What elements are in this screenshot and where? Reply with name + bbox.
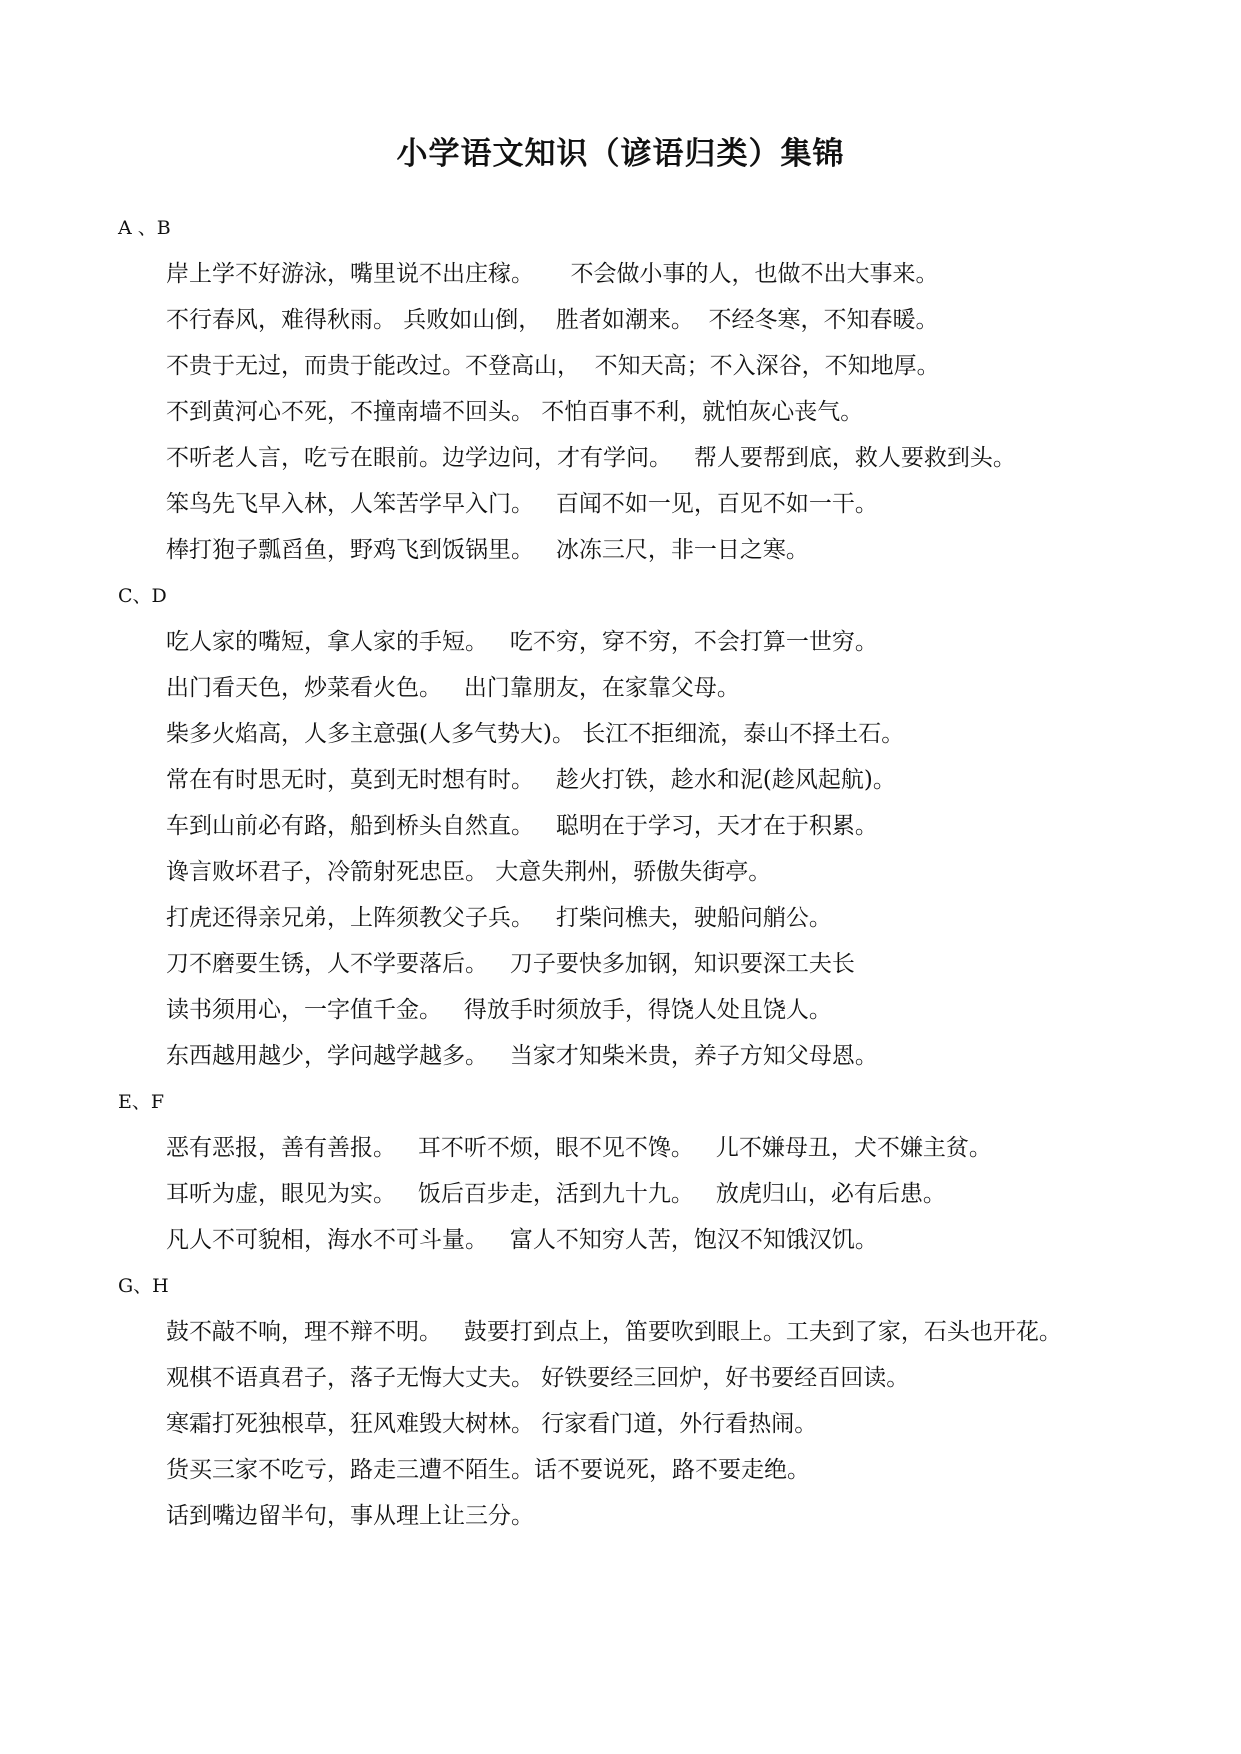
proverb-line: 不听老人言，吃亏在眼前。边学边问，才有学问。 帮人要帮到底，救人要救到头。 [166,445,1016,471]
proverb-line: 棒打狍子瓢舀鱼，野鸡飞到饭锅里。 冰冻三尺，非一日之寒。 [166,537,809,563]
proverb-line: 岸上学不好游泳，嘴里说不出庄稼。 不会做小事的人，也做不出大事来。 [166,261,939,287]
proverb-line: 常在有时思无时，莫到无时想有时。 趁火打铁，趁水和泥(趁风起航)。 [166,767,896,793]
section-ab [118,205,1128,573]
proverb-line: 观棋不语真君子，落子无悔大丈夫。 好铁要经三回炉，好书要经百回读。 [166,1365,910,1391]
proverb-line: 车到山前必有路，船到桥头自然直。 聪明在于学习，天才在于积累。 [166,813,878,839]
section-label: E、F [118,1091,165,1113]
proverb-line: 凡人不可貌相，海水不可斗量。 富人不知穷人苦，饱汉不知饿汉饥。 [166,1227,878,1253]
proverb-line: 鼓不敲不响，理不辩不明。 鼓要打到点上，笛要吹到眼上。工夫到了家，石头也开花。 [166,1319,1062,1345]
section-cd [118,573,1128,1079]
section-gh [118,1263,1128,1539]
proverb-line: 打虎还得亲兄弟，上阵须教父子兵。 打柴问樵夫，驶船问艄公。 [166,905,832,931]
proverb-content [118,205,1128,1539]
proverb-line: 话到嘴边留半句，事从理上让三分。 [166,1503,534,1529]
proverb-line: 柴多火焰高，人多主意强(人多气势大)。 长江不拒细流，泰山不择土石。 [166,721,905,747]
section-label: G、H [118,1275,169,1297]
proverb-line: 寒霜打死独根草，狂风难毁大树林。 行家看门道，外行看热闹。 [166,1411,818,1437]
proverb-line: 恶有恶报，善有善报。 耳不听不烦，眼不见不馋。 儿不嫌母丑，犬不嫌主贫。 [166,1135,992,1161]
section-label: A 、B [118,217,171,239]
proverb-line: 读书须用心，一字值千金。 得放手时须放手，得饶人处且饶人。 [166,997,832,1023]
proverb-line: 出门看天色，炒菜看火色。 出门靠朋友，在家靠父母。 [166,675,740,701]
section-ef [118,1079,1128,1263]
page-title: 小学语文知识（谚语归类）集锦 [396,136,845,172]
proverb-line: 刀不磨要生锈，人不学要落后。 刀子要快多加钢，知识要深工夫长 [166,951,855,977]
proverb-line: 谗言败坏君子，冷箭射死忠臣。 大意失荆州，骄傲失街亭。 [166,859,772,885]
proverb-line: 笨鸟先飞早入林，人笨苦学早入门。 百闻不如一见，百见不如一干。 [166,491,878,517]
proverb-line: 不贵于无过，而贵于能改过。不登高山， 不知天高；不入深谷，不知地厚。 [166,353,940,379]
proverb-line: 不到黄河心不死，不撞南墙不回头。 不怕百事不利，就怕灰心丧气。 [166,399,864,425]
proverb-line: 耳听为虚，眼见为实。 饭后百步走，活到九十九。 放虎归山，必有后患。 [166,1181,946,1207]
section-label: C、D [118,585,167,607]
proverb-line: 东西越用越少，学问越学越多。 当家才知柴米贵，养子方知父母恩。 [166,1043,878,1069]
proverb-line: 不行春风，难得秋雨。 兵败如山倒， 胜者如潮来。 不经冬寒，不知春暖。 [166,307,939,333]
proverb-line: 吃人家的嘴短，拿人家的手短。 吃不穷，穿不穷，不会打算一世穷。 [166,629,878,655]
proverb-line: 货买三家不吃亏，路走三遭不陌生。话不要说死，路不要走绝。 [166,1457,810,1483]
